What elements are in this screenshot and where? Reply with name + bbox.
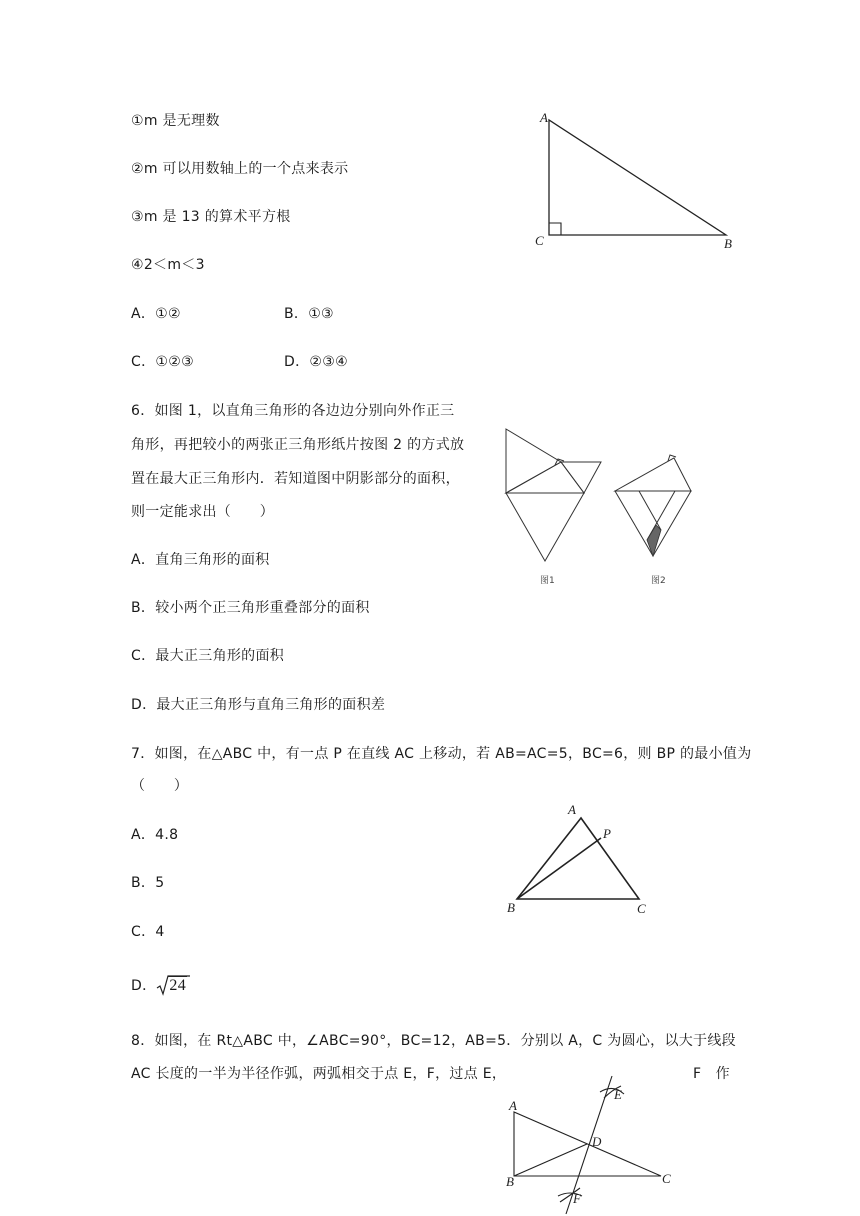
q6-option-a: A．直角三角形的面积 bbox=[131, 552, 270, 568]
q5-option-d: D．②③④ bbox=[284, 354, 348, 370]
q5-statement-4: ④2＜m＜3 bbox=[131, 257, 205, 273]
q7-option-d-prefix: D． bbox=[131, 978, 157, 994]
q6-option-b: B．较小两个正三角形重叠部分的面积 bbox=[131, 600, 370, 616]
q7-label-a: A bbox=[568, 802, 576, 817]
q5-option-a: A．①② bbox=[131, 306, 181, 322]
q5-statement-1: ①m 是无理数 bbox=[131, 113, 220, 129]
q5-label-b: B bbox=[724, 236, 732, 251]
q5-label-c: C bbox=[535, 233, 544, 248]
q5-right-triangle-figure bbox=[530, 108, 750, 258]
q7-label-b: B bbox=[507, 900, 515, 915]
q8-stem-line-2b: F 作 bbox=[693, 1066, 730, 1082]
q8-label-f: F bbox=[573, 1191, 581, 1206]
q8-construction-figure bbox=[500, 1070, 690, 1216]
radical-icon bbox=[156, 975, 170, 997]
q6-stem-line-3: 置在最大正三角形内．若知道图中阴影部分的面积， bbox=[131, 471, 460, 487]
q7-label-p: P bbox=[603, 826, 611, 841]
q6-stem-line-1: 6．如图 1，以直角三角形的各边边分别向外作正三 bbox=[131, 403, 455, 419]
q7-label-c: C bbox=[637, 901, 646, 916]
q6-shaded-region bbox=[647, 525, 661, 556]
q8-label-c: C bbox=[662, 1171, 671, 1186]
q6-figure-2-caption: 图2 bbox=[651, 576, 666, 586]
q7-stem-line-2: （ ） bbox=[131, 778, 189, 794]
q8-label-d: D bbox=[592, 1134, 602, 1149]
q5-statement-3: ③m 是 13 的算术平方根 bbox=[131, 209, 291, 225]
q6-figure-1-caption: 图1 bbox=[540, 576, 555, 586]
q7-triangle-figure bbox=[500, 800, 670, 920]
q7-option-d-value: 24 bbox=[169, 977, 186, 994]
q8-label-b: B bbox=[506, 1174, 514, 1189]
q8-label-a: A bbox=[509, 1098, 517, 1113]
q7-option-d bbox=[131, 976, 187, 996]
q6-option-c: C．最大正三角形的面积 bbox=[131, 648, 285, 664]
q6-figure-1 bbox=[500, 425, 610, 595]
q5-statement-2: ②m 可以用数轴上的一个点来表示 bbox=[131, 161, 349, 177]
q7-option-a: A．4.8 bbox=[131, 827, 179, 843]
q5-option-b: B．①③ bbox=[284, 306, 334, 322]
q7-option-b: B．5 bbox=[131, 875, 165, 891]
q7-stem-line-1: 7．如图，在△ABC 中，有一点 P 在直线 AC 上移动，若 AB=AC=5，BC=6，则 BP 的最小值为 bbox=[131, 746, 752, 762]
q8-label-e: E bbox=[614, 1087, 622, 1102]
q8-stem-line-1: 8．如图，在 Rt△ABC 中，∠ABC=90°，BC=12，AB=5．分别以 A，C 为圆心，以大于线段 bbox=[131, 1033, 736, 1049]
sqrt-symbol bbox=[156, 976, 187, 996]
q8-stem-line-2a: AC 长度的一半为半径作弧，两弧相交于点 E，F，过点 E， bbox=[131, 1066, 507, 1082]
q5-option-c: C．①②③ bbox=[131, 354, 194, 370]
q6-stem-line-2: 角形，再把较小的两张正三角形纸片按图 2 的方式放 bbox=[131, 437, 465, 453]
q6-stem-line-4: 则一定能求出（ ） bbox=[131, 504, 274, 520]
q5-label-a: A bbox=[540, 110, 548, 125]
q7-option-c: C．4 bbox=[131, 924, 165, 940]
q6-option-d: D．最大正三角形与直角三角形的面积差 bbox=[131, 697, 386, 713]
q6-figure-2 bbox=[610, 455, 700, 595]
